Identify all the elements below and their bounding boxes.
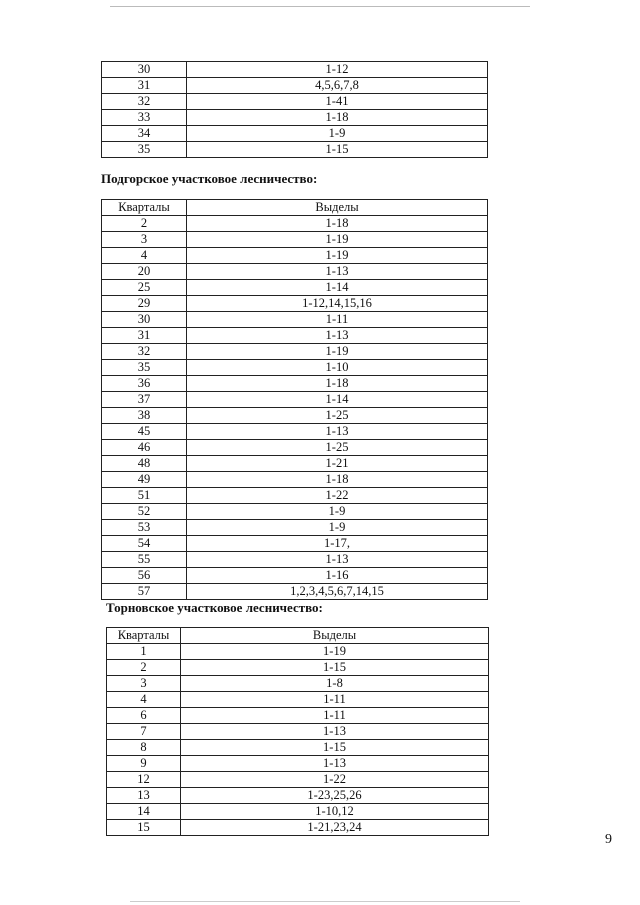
vydely-cell: 1-12,14,15,16 [187, 296, 488, 312]
vydely-cell: 1-25 [187, 408, 488, 424]
table-row [102, 504, 488, 520]
vydely-cell: 1-41 [187, 94, 488, 110]
kvartal-cell: 52 [102, 504, 187, 520]
kvartal-cell: 31 [102, 328, 187, 344]
table-row [107, 804, 489, 820]
kvartal-cell: 37 [102, 392, 187, 408]
kvartal-cell: 8 [107, 740, 181, 756]
kvartal-cell: 36 [102, 376, 187, 392]
table-row [102, 280, 488, 296]
table-row [102, 488, 488, 504]
kvartal-cell: 25 [102, 280, 187, 296]
section-heading-torovskoe: Торновское участковое лесничество: [106, 600, 323, 615]
table-row [107, 820, 489, 836]
vydely-cell: 1-10 [187, 360, 488, 376]
vydely-cell: 1-22 [181, 772, 489, 788]
kvartal-cell: 7 [107, 724, 181, 740]
vydely-cell: 1-25 [187, 440, 488, 456]
table-row [102, 360, 488, 376]
kvartal-cell: 55 [102, 552, 187, 568]
vydely-cell: 1,2,3,4,5,6,7,14,15 [187, 584, 488, 600]
vydely-cell: 1-9 [187, 520, 488, 536]
table-row [107, 660, 489, 676]
page-number: 9 [605, 832, 612, 847]
table-row [107, 708, 489, 724]
table-row [102, 584, 488, 600]
table-row [107, 676, 489, 692]
table-row [102, 552, 488, 568]
table-row [107, 740, 489, 756]
table-row [102, 94, 488, 110]
table-row [102, 376, 488, 392]
kvartal-cell: 30 [102, 312, 187, 328]
kvartal-cell: 45 [102, 424, 187, 440]
vydely-cell: 1-13 [187, 264, 488, 280]
vydely-cell: 1-17, [187, 536, 488, 552]
header-kvartaly: Кварталы [107, 628, 181, 644]
header-vydely: Выделы [181, 628, 489, 644]
kvartal-cell: 4 [107, 692, 181, 708]
vydely-cell: 1-11 [181, 708, 489, 724]
kvartal-cell: 13 [107, 788, 181, 804]
section-heading-podgorskoe: Подгорское участковое лесничество: [101, 171, 318, 186]
kvartal-cell: 49 [102, 472, 187, 488]
kvartal-cell: 4 [102, 248, 187, 264]
kvartal-cell: 1 [107, 644, 181, 660]
table-row [102, 392, 488, 408]
kvartal-cell: 35 [102, 360, 187, 376]
vydely-cell: 1-22 [187, 488, 488, 504]
kvartal-cell: 38 [102, 408, 187, 424]
kvartal-cell: 15 [107, 820, 181, 836]
kvartal-cell: 3 [107, 676, 181, 692]
table-row [102, 328, 488, 344]
header-vydely: Выделы [187, 200, 488, 216]
vydely-cell: 1-15 [181, 660, 489, 676]
kvartal-cell: 33 [102, 110, 187, 126]
vydely-cell: 1-11 [181, 692, 489, 708]
table-row [102, 456, 488, 472]
kvartal-cell: 51 [102, 488, 187, 504]
vydely-cell: 1-13 [181, 724, 489, 740]
vydely-cell: 1-14 [187, 392, 488, 408]
torovskoe-table [106, 627, 489, 836]
vydely-cell: 1-19 [187, 248, 488, 264]
kvartal-cell: 57 [102, 584, 187, 600]
kvartal-cell: 9 [107, 756, 181, 772]
vydely-cell: 1-16 [187, 568, 488, 584]
vydely-cell: 1-9 [187, 504, 488, 520]
top-scan-rule [110, 6, 530, 7]
table-row [102, 248, 488, 264]
vydely-cell: 1-18 [187, 110, 488, 126]
kvartal-cell: 32 [102, 344, 187, 360]
vydely-cell: 4,5,6,7,8 [187, 78, 488, 94]
kvartal-cell: 34 [102, 126, 187, 142]
table-row [107, 724, 489, 740]
vydely-cell: 1-19 [181, 644, 489, 660]
kvartal-cell: 2 [107, 660, 181, 676]
kvartal-cell: 30 [102, 62, 187, 78]
table-row [102, 264, 488, 280]
table-row [102, 344, 488, 360]
vydely-cell: 1-21 [187, 456, 488, 472]
vydely-cell: 1-12 [187, 62, 488, 78]
vydely-cell: 1-23,25,26 [181, 788, 489, 804]
table-row [107, 788, 489, 804]
kvartal-cell: 20 [102, 264, 187, 280]
vydely-cell: 1-18 [187, 216, 488, 232]
table-row [102, 520, 488, 536]
header-kvartaly: Кварталы [102, 200, 187, 216]
vydely-cell: 1-10,12 [181, 804, 489, 820]
vydely-cell: 1-19 [187, 344, 488, 360]
continuation-table [101, 61, 488, 158]
kvartal-cell: 29 [102, 296, 187, 312]
vydely-cell: 1-13 [187, 424, 488, 440]
kvartal-cell: 53 [102, 520, 187, 536]
vydely-cell: 1-21,23,24 [181, 820, 489, 836]
podgorskoe-table-body [102, 200, 488, 600]
kvartal-cell: 54 [102, 536, 187, 552]
table-row [102, 424, 488, 440]
vydely-cell: 1-11 [187, 312, 488, 328]
kvartal-cell: 31 [102, 78, 187, 94]
table-row [102, 232, 488, 248]
kvartal-cell: 14 [107, 804, 181, 820]
bottom-scan-rule [130, 901, 520, 902]
kvartal-cell: 35 [102, 142, 187, 158]
table-row [107, 756, 489, 772]
table-row [102, 536, 488, 552]
kvartal-cell: 3 [102, 232, 187, 248]
table-row [102, 296, 488, 312]
table-row [107, 772, 489, 788]
vydely-cell: 1-8 [181, 676, 489, 692]
vydely-cell: 1-18 [187, 472, 488, 488]
table-row [102, 216, 488, 232]
table-row [107, 644, 489, 660]
kvartal-cell: 6 [107, 708, 181, 724]
table-row [102, 472, 488, 488]
kvartal-cell: 48 [102, 456, 187, 472]
table-header-row [107, 628, 489, 644]
vydely-cell: 1-9 [187, 126, 488, 142]
vydely-cell: 1-13 [187, 328, 488, 344]
kvartal-cell: 2 [102, 216, 187, 232]
table-row [102, 62, 488, 78]
table-row [102, 126, 488, 142]
kvartal-cell: 46 [102, 440, 187, 456]
table-row [102, 78, 488, 94]
kvartal-cell: 12 [107, 772, 181, 788]
vydely-cell: 1-19 [187, 232, 488, 248]
vydely-cell: 1-13 [187, 552, 488, 568]
torovskoe-table-body [107, 628, 489, 836]
vydely-cell: 1-14 [187, 280, 488, 296]
table-row [102, 440, 488, 456]
vydely-cell: 1-15 [187, 142, 488, 158]
table-row [107, 692, 489, 708]
table-row [102, 142, 488, 158]
kvartal-cell: 32 [102, 94, 187, 110]
vydely-cell: 1-18 [187, 376, 488, 392]
kvartal-cell: 56 [102, 568, 187, 584]
vydely-cell: 1-15 [181, 740, 489, 756]
table-row [102, 408, 488, 424]
table-row [102, 312, 488, 328]
continuation-table-body [102, 62, 488, 158]
table-row [102, 568, 488, 584]
table-row [102, 110, 488, 126]
podgorskoe-table [101, 199, 488, 600]
vydely-cell: 1-13 [181, 756, 489, 772]
table-header-row [102, 200, 488, 216]
